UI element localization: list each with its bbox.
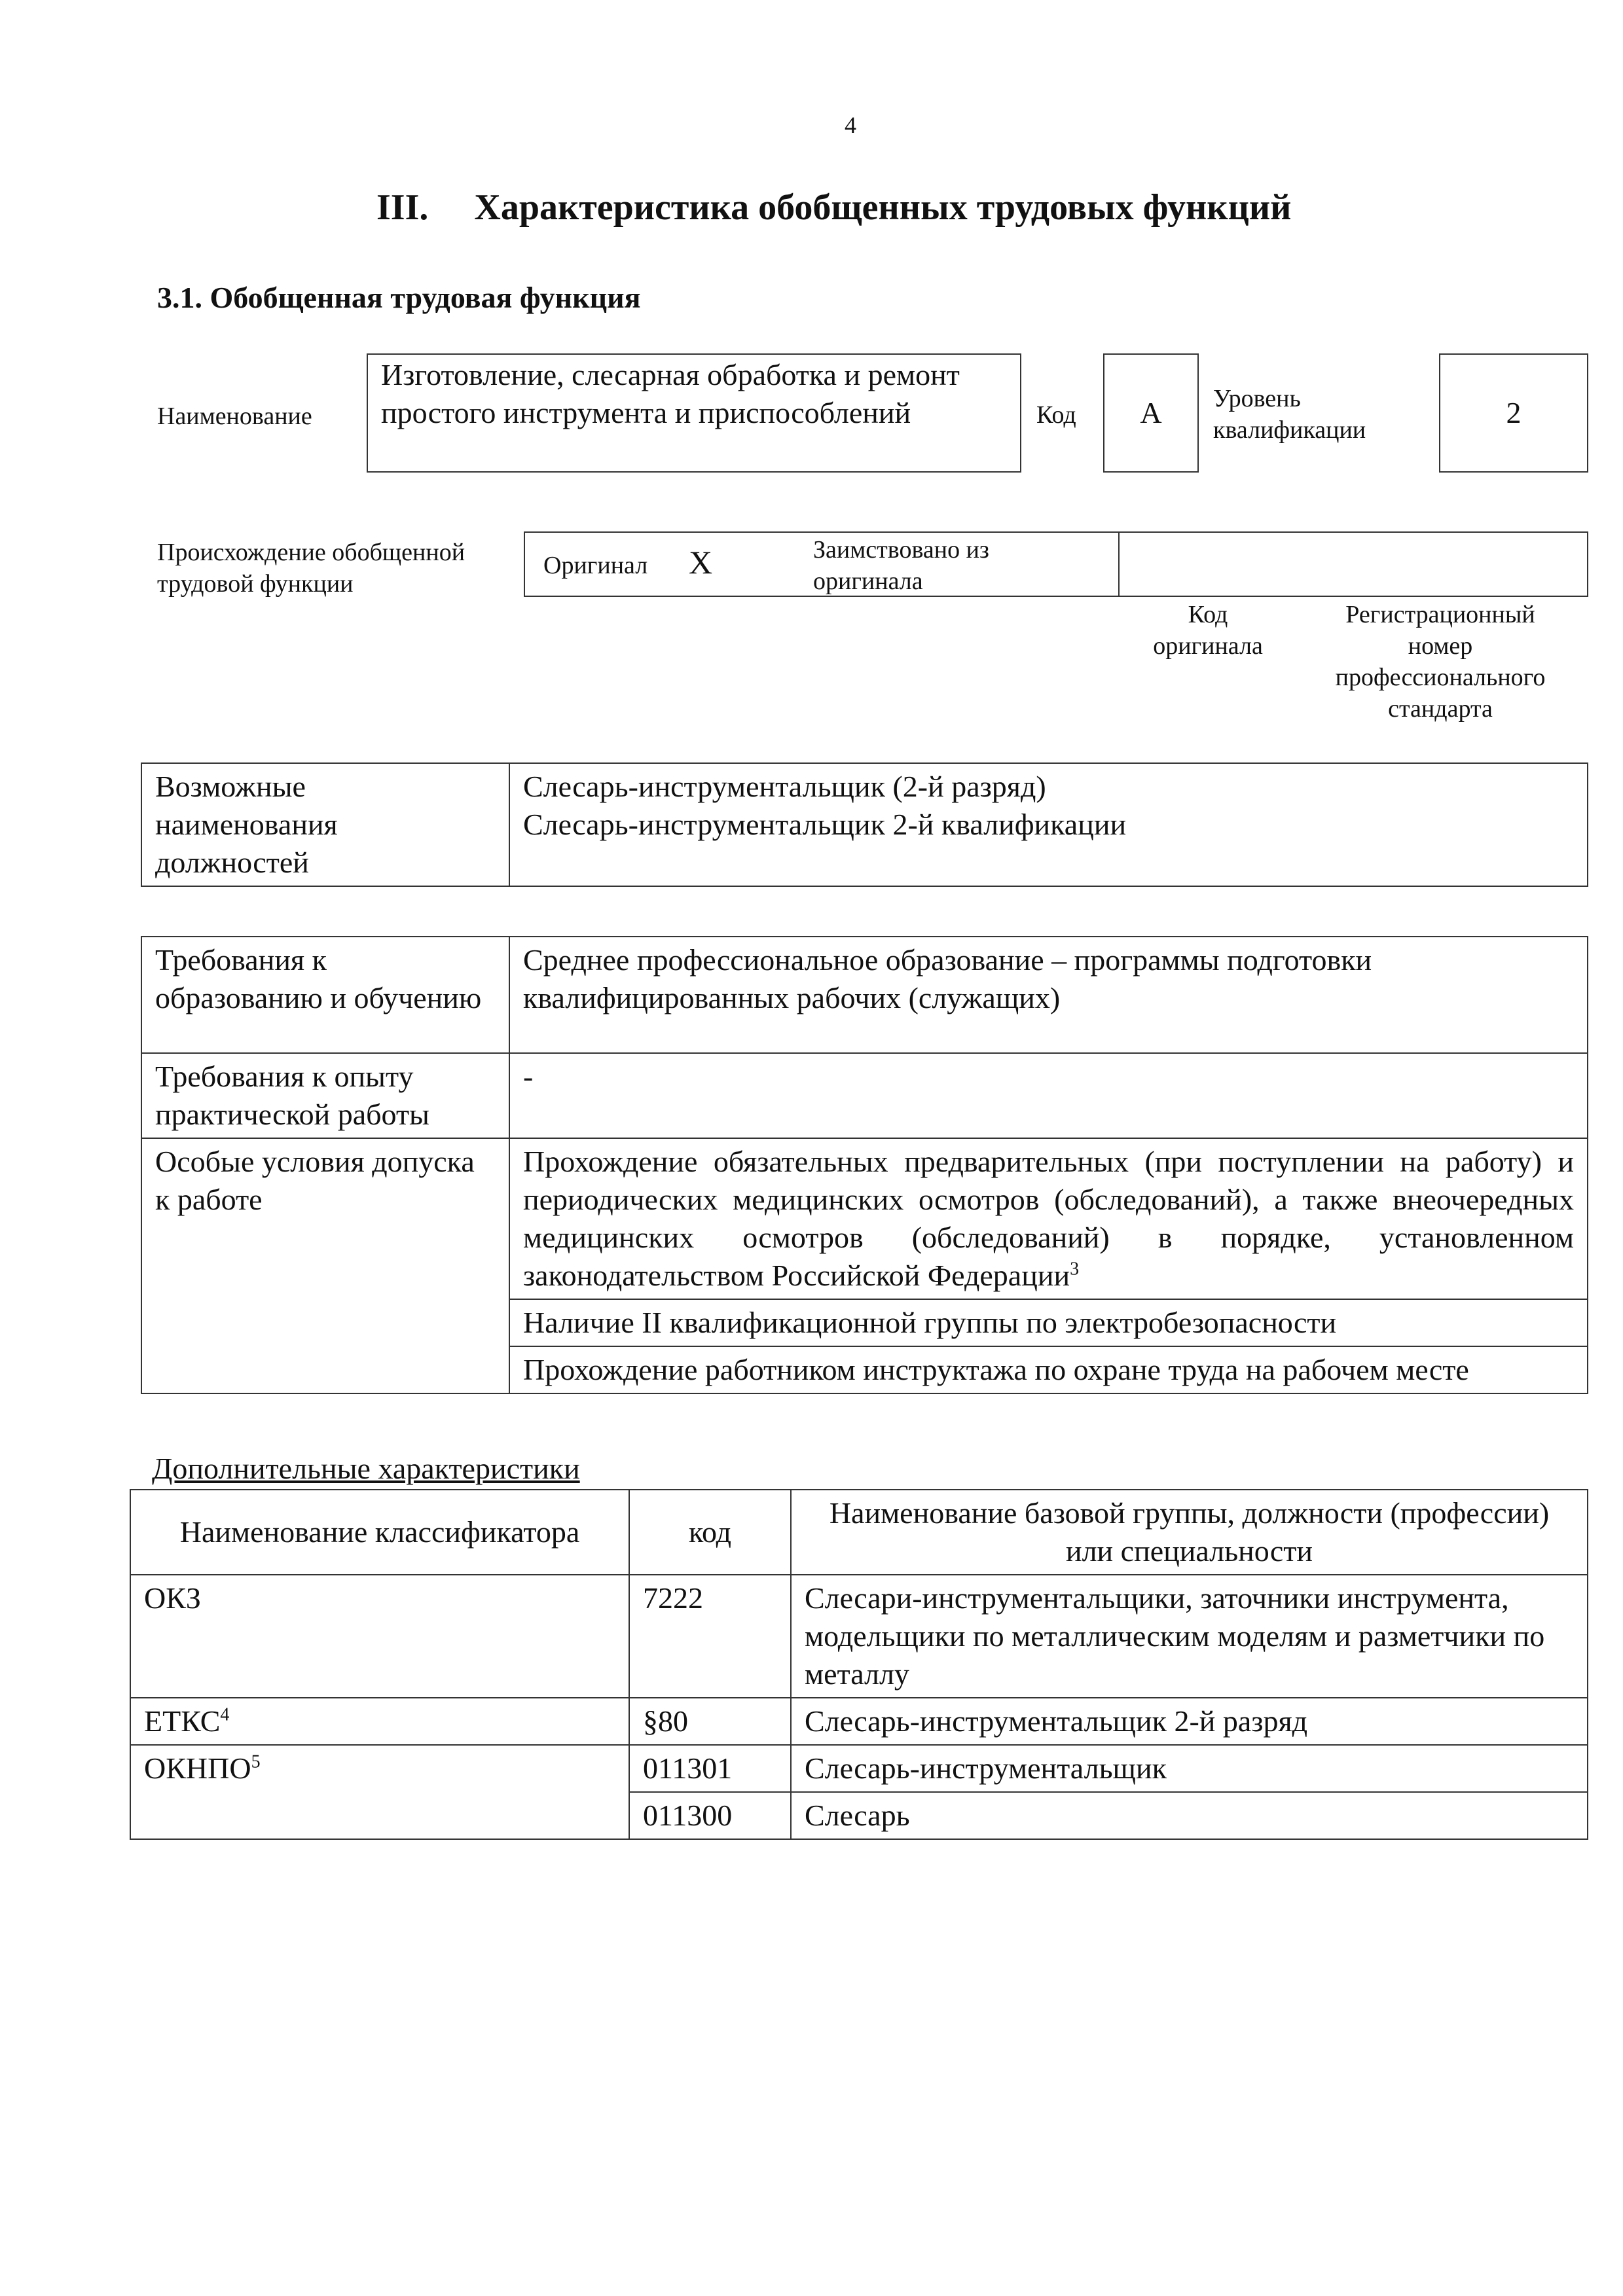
footnote-4: 4 — [220, 1704, 230, 1725]
list-item: Слесарь-инструментальщик 2-й квалификации — [523, 808, 1127, 841]
positions-table — [141, 762, 1588, 887]
reg-caption-line-2: номер — [1408, 632, 1473, 660]
level-value: 2 — [1506, 396, 1522, 429]
code-caption-line-2: оригинала — [1153, 632, 1263, 660]
reg-caption — [1300, 599, 1581, 725]
cell-classifier: ОКЗ — [130, 1575, 629, 1698]
table-row — [130, 1745, 1588, 1792]
cell-code: §80 — [629, 1698, 791, 1745]
name-value: Изготовление, слесарная обработка и ремонт простого инструмента и приспособлений — [381, 358, 960, 429]
conditions-value-2: Наличие II квалификационной группы по электробезопасности — [509, 1299, 1588, 1346]
table-row — [130, 1698, 1588, 1745]
borrowed-label-line-1: Заимствовано из — [813, 536, 989, 564]
cell-name: Слесари-инструментальщики, заточники инструмента, модельщики по металлическим моделям и разметчики по металлу — [791, 1575, 1588, 1698]
classifier-text: ОКНПО — [144, 1751, 251, 1785]
experience-label: Требования к опыту практической работы — [141, 1053, 509, 1138]
level-label-line-2: квалификации — [1213, 416, 1366, 444]
table-row — [130, 1490, 1588, 1575]
table-row — [141, 1138, 1588, 1299]
footnote-3: 3 — [1070, 1259, 1080, 1280]
experience-value: - — [509, 1053, 1588, 1138]
level-label — [1213, 383, 1366, 446]
name-label: Наименование — [157, 403, 312, 430]
education-value: Среднее профессиональное образование – программы подготовки квалифицированных рабочих (служащих) — [509, 937, 1588, 1053]
list-item: Слесарь-инструментальщик (2-й разряд) — [523, 770, 1046, 803]
table-row — [130, 1575, 1588, 1698]
cell-classifier — [130, 1698, 629, 1745]
cell-code: 011301 — [629, 1745, 791, 1792]
origin-label-line-2: трудовой функции — [157, 570, 354, 598]
origin-label — [157, 537, 465, 600]
section-title — [376, 187, 1291, 228]
level-label-line-1: Уровень — [1213, 385, 1301, 412]
origin-code-box — [1118, 531, 1588, 597]
subsection-title: 3.1. Обобщенная трудовая функция — [157, 281, 641, 314]
code-label: Код — [1036, 401, 1076, 429]
page-number: 4 — [845, 112, 856, 138]
reg-caption-line-3: профессионального — [1335, 664, 1546, 691]
requirements-table — [141, 936, 1588, 1394]
borrowed-label-line-2: оригинала — [813, 567, 923, 595]
table-row — [141, 1053, 1588, 1138]
header-name: Наименование базовой группы, должности (профессии) или специальности — [791, 1490, 1588, 1575]
reg-caption-line-1: Регистрационный — [1345, 601, 1535, 628]
cell-code: 011300 — [629, 1792, 791, 1839]
level-value-box — [1439, 353, 1588, 473]
cell-name: Слесарь — [791, 1792, 1588, 1839]
conditions-label: Особые условия допуска к работе — [141, 1138, 509, 1393]
name-value-box — [367, 353, 1021, 473]
conditions-value-1 — [509, 1138, 1588, 1299]
code-caption — [1126, 599, 1290, 662]
code-caption-line-1: Код — [1188, 601, 1228, 628]
header-code: код — [629, 1490, 791, 1575]
header-classifier: Наименование классификатора — [130, 1490, 629, 1575]
positions-values — [509, 763, 1588, 886]
additional-title: Дополнительные характеристики — [152, 1452, 580, 1485]
code-value: А — [1140, 396, 1162, 429]
positions-label: Возможные наименования должностей — [141, 763, 509, 886]
classifier-text: ЕТКС — [144, 1704, 221, 1738]
origin-label-line-1: Происхождение обобщенной — [157, 539, 465, 566]
original-mark: X — [689, 544, 713, 581]
cell-name: Слесарь-инструментальщик 2-й разряд — [791, 1698, 1588, 1745]
table-row — [141, 763, 1588, 886]
cell-code: 7222 — [629, 1575, 791, 1698]
education-label: Требования к образованию и обучению — [141, 937, 509, 1053]
section-roman: III. — [376, 187, 429, 228]
code-value-box — [1103, 353, 1199, 473]
footnote-5: 5 — [251, 1751, 261, 1772]
original-label: Оригинал — [543, 552, 648, 579]
reg-caption-line-4: стандарта — [1388, 695, 1493, 723]
cell-classifier — [130, 1745, 629, 1839]
additional-table — [130, 1489, 1588, 1840]
conditions-value-3: Прохождение работником инструктажа по охране труда на рабочем месте — [509, 1346, 1588, 1393]
conditions-text-1: Прохождение обязательных предварительных (при поступлении на работу) и периодических медицинских осмотров (обследований), а также внеочередных медицинских осмотров (обследований) в порядке, установленном законодательством Российской Федерации — [523, 1145, 1574, 1292]
section-title-text: Характеристика обобщенных трудовых функций — [474, 187, 1292, 228]
borrowed-label — [813, 534, 989, 597]
table-row — [141, 937, 1588, 1053]
cell-name: Слесарь-инструментальщик — [791, 1745, 1588, 1792]
